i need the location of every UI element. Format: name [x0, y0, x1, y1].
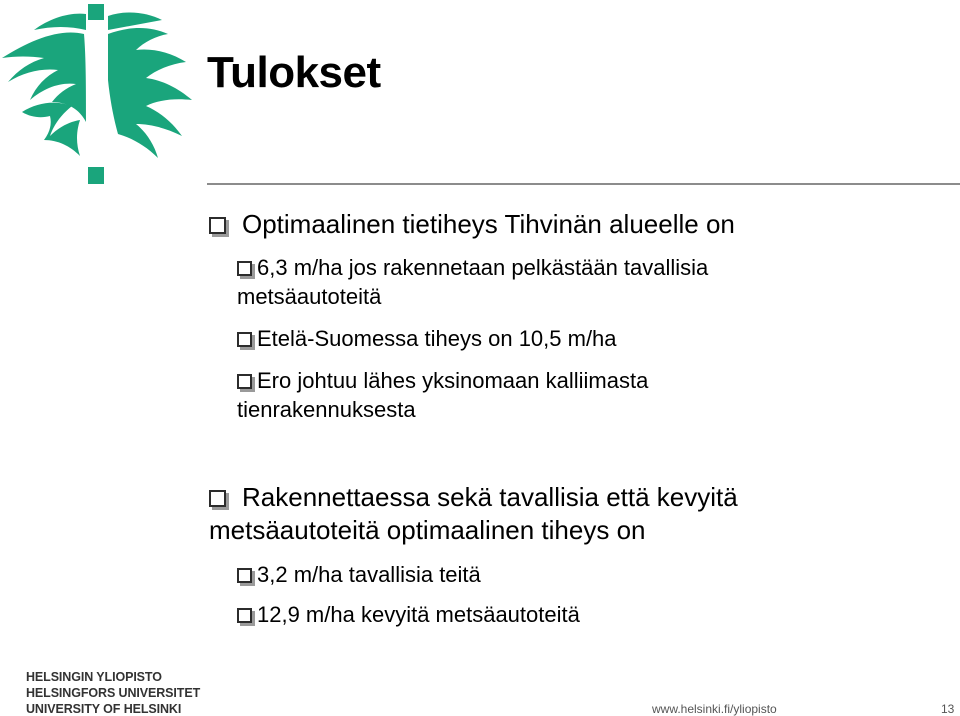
university-name-fi: HELSINGIN YLIOPISTO: [26, 670, 162, 684]
footer-url: www.helsinki.fi/yliopisto: [652, 702, 777, 716]
sub-bullet-text: Etelä-Suomessa tiheys on 10,5 m/ha: [257, 326, 617, 351]
sub-bullet-1-1: [237, 255, 708, 281]
bullet-2-cont: metsäautoteitä optimaalinen tiheys on: [209, 515, 646, 545]
checkbox-bullet-icon: [237, 568, 252, 583]
checkbox-bullet-icon: [237, 374, 252, 389]
checkbox-bullet-icon: [209, 217, 226, 234]
university-name-logo: [26, 669, 200, 716]
sub-bullet-text: Ero johtuu lähes yksinomaan kalliimasta: [257, 368, 649, 393]
checkbox-bullet-icon: [209, 490, 226, 507]
bullet-1: [209, 209, 735, 240]
page-title: Tulokset: [207, 48, 381, 97]
bullet-1-text: Optimaalinen tietiheys Tihvinän alueelle on: [242, 209, 735, 239]
sub-bullet-2-2: [237, 602, 580, 628]
sub-bullet-1-2: [237, 326, 617, 352]
checkbox-bullet-icon: [237, 261, 252, 276]
sub-bullet-2-1: [237, 562, 481, 588]
sub-bullet-1-3: [237, 368, 648, 394]
page-number: 13: [941, 702, 955, 716]
bullet-2-text: Rakennettaessa sekä tavallisia että kevyitä: [242, 482, 738, 512]
checkbox-bullet-icon: [237, 608, 252, 623]
sub-bullet-1-3-cont: tienrakennuksesta: [237, 397, 416, 422]
sub-bullet-1-1-cont: metsäautoteitä: [237, 284, 382, 309]
university-name-sv: HELSINGFORS UNIVERSITET: [26, 686, 201, 700]
university-name-en: UNIVERSITY OF HELSINKI: [26, 702, 182, 716]
sub-bullet-text: 3,2 m/ha tavallisia teitä: [257, 562, 481, 587]
checkbox-bullet-icon: [237, 332, 252, 347]
sub-bullet-text: 12,9 m/ha kevyitä metsäautoteitä: [257, 602, 580, 627]
sub-bullet-text: 6,3 m/ha jos rakennetaan pelkästään tavallisia: [257, 255, 709, 280]
bullet-2: [209, 482, 738, 513]
